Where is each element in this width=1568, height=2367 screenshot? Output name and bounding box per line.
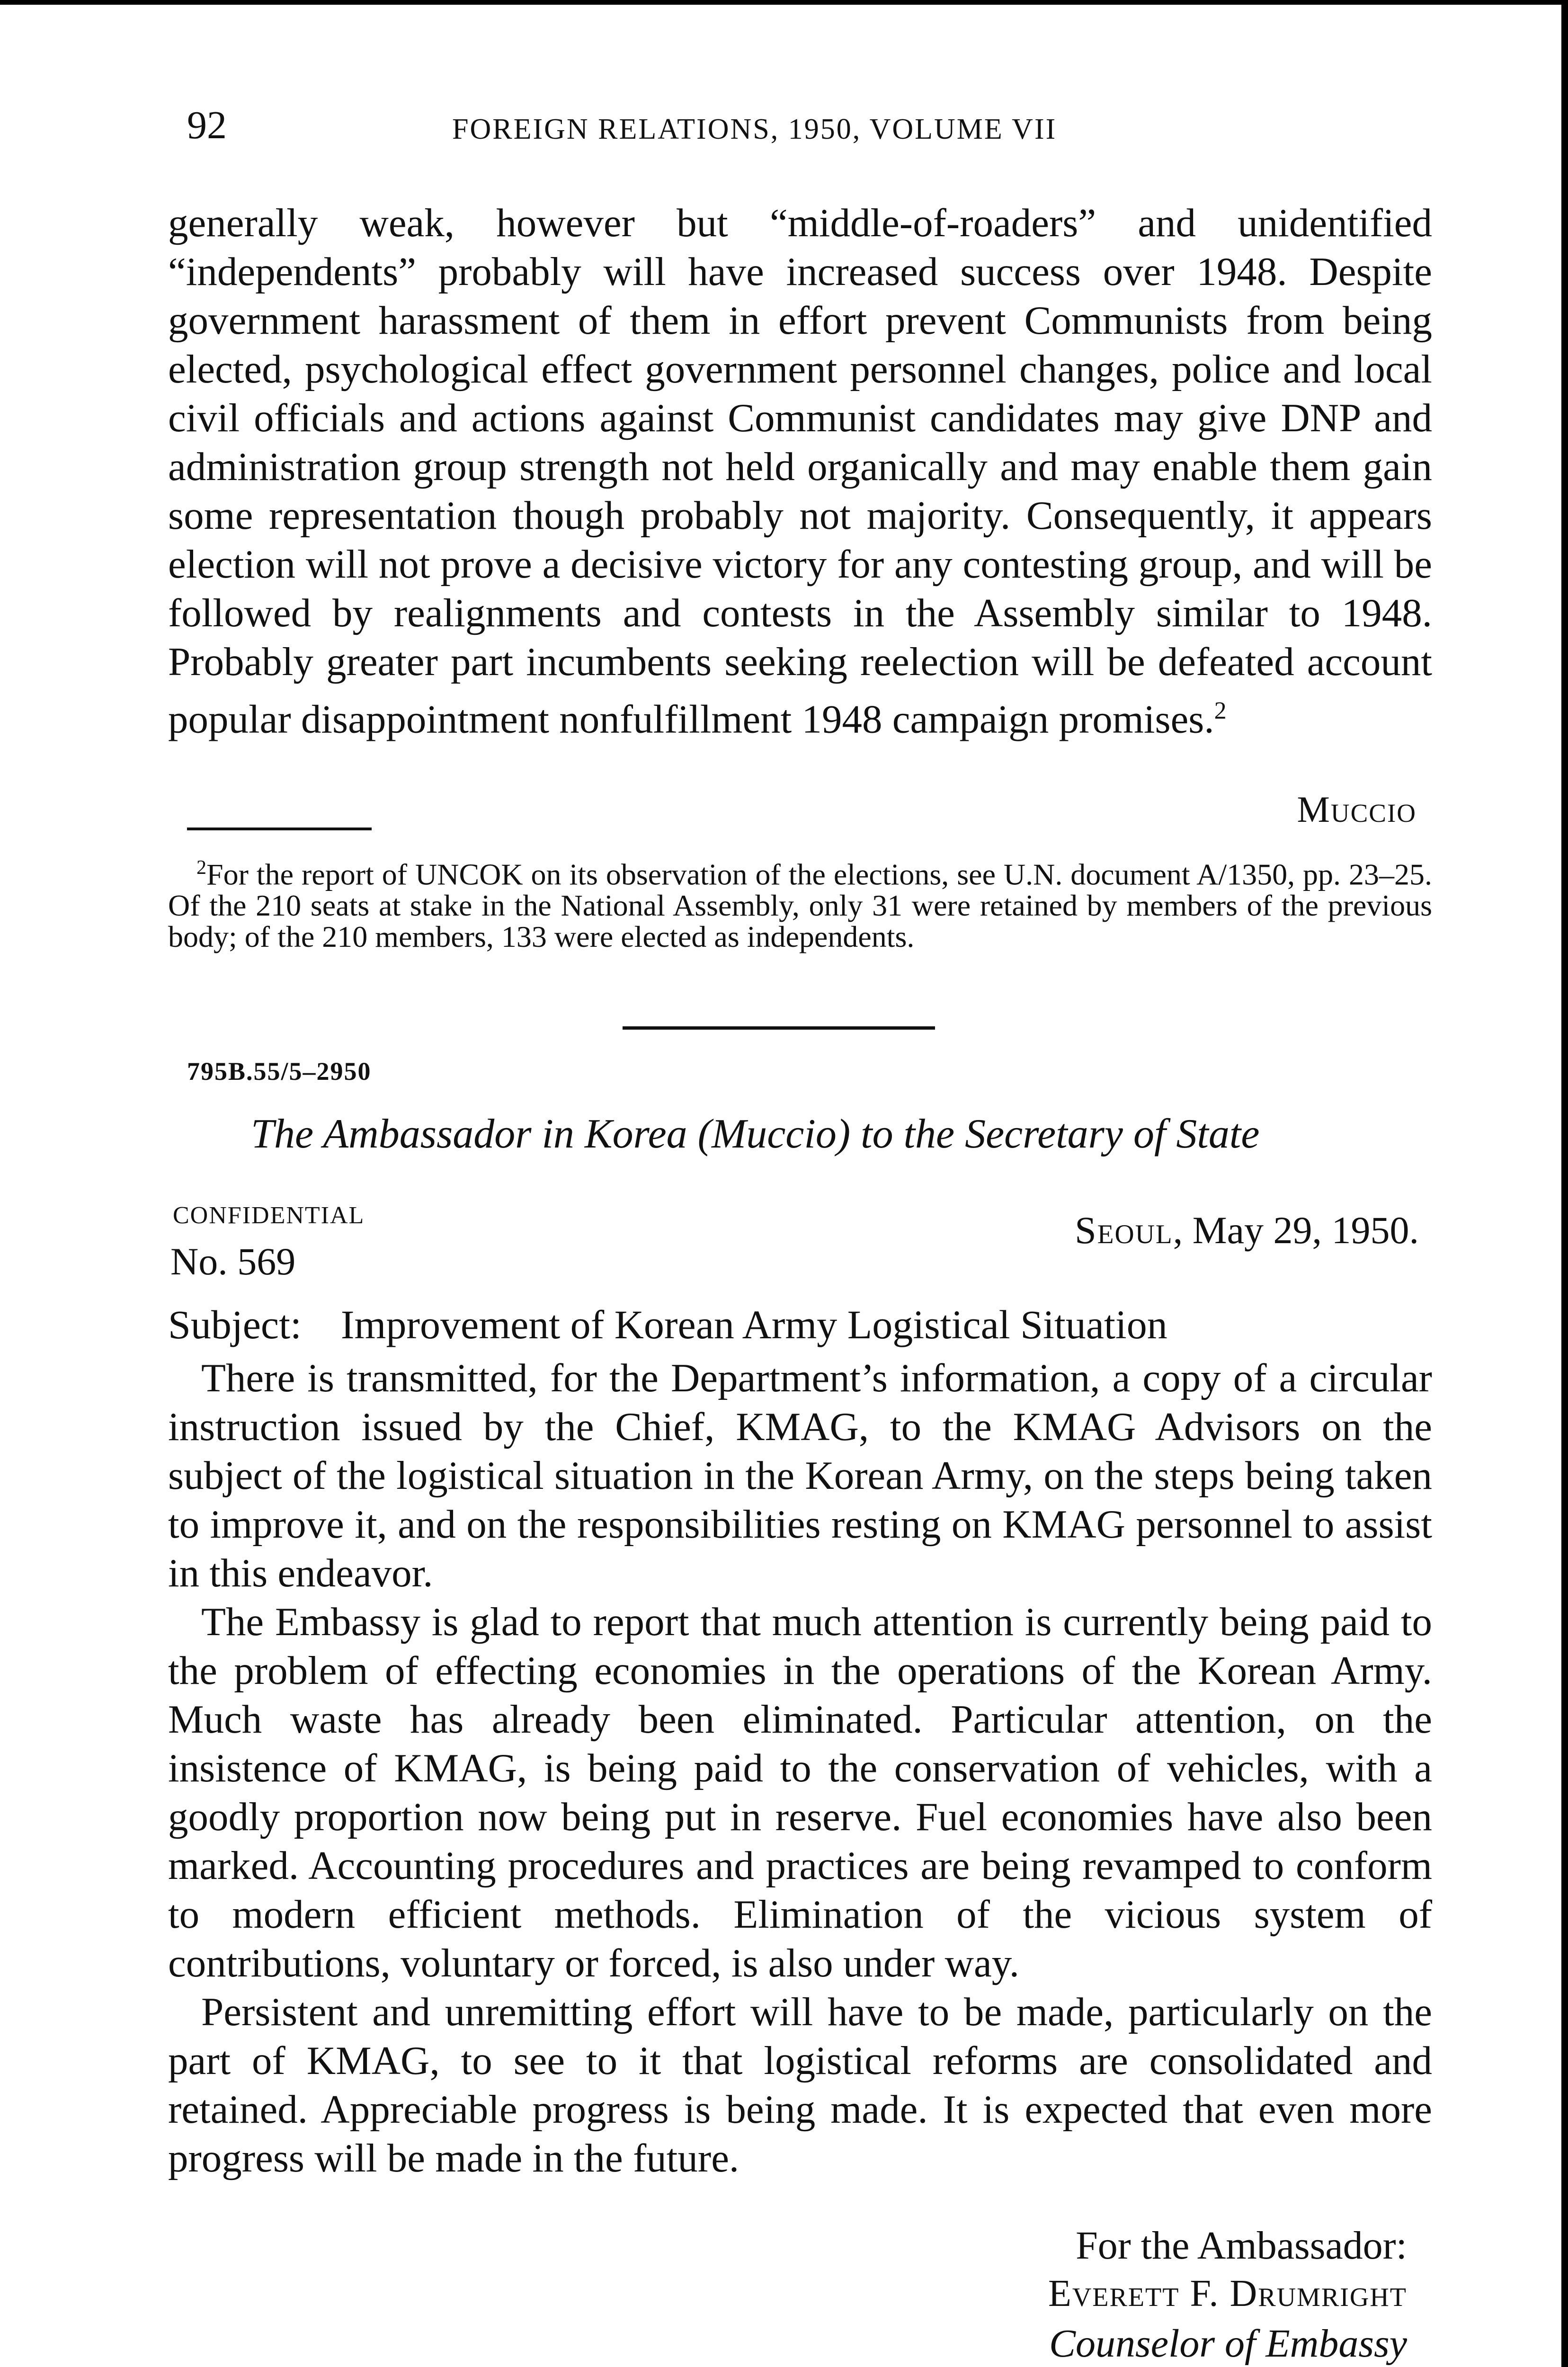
preceding-paragraph [168, 199, 1432, 744]
footnote-reference: 2 [1214, 697, 1227, 724]
page-header [187, 102, 1427, 149]
classification: CONFIDENTIAL [173, 1202, 365, 1229]
preceding-signature: Muccio [1297, 789, 1417, 830]
file-number: 795B.55/5–2950 [187, 1057, 372, 1086]
footnote-rule [187, 828, 372, 830]
body-paragraph-1: There is transmitted, for the Department’s information, a copy of a circular instruction issued by the Chief, KMAG, to the KMAG Advisors on the subject of the logistical situation in the Korean Army, on the steps being taken to improve it, and on the responsibilities resting on KMAG personnel to assist in this endeavor. [168, 1356, 1432, 1595]
signer-name: Everett F. Drumright [1048, 2273, 1407, 2314]
preceding-paragraph-text: generally weak, however but “middle-of-roaders” and unidentified “independents” probably will have increased success over 1948. Despite government harassment of them in effort prevent Communists from being elected, psychological effect government personnel changes, police and local civil officials and actions against Communist candidates may give DNP and administration group strength not held organically and may enable them gain some representation though probably not majority. Consequently, it appears election will not prove a decisive victory for any contesting group, and will be followed by realignments and contests in the Assembly similar to 1948. Probably greater part incumbents seeking reelection will be defeated account popular disappointment nonfulfillment 1948 campaign promises. [168, 201, 1432, 742]
scan-top-border [0, 0, 1568, 5]
footnote [168, 852, 1432, 952]
page-number: 92 [187, 103, 227, 147]
running-head: FOREIGN RELATIONS, 1950, VOLUME VII [452, 113, 1057, 145]
closing-line: For the Ambassador: [1076, 2224, 1407, 2268]
document-separator [623, 1026, 935, 1030]
document-number: No. 569 [170, 1240, 296, 1283]
signer-title: Counselor of Embassy [1049, 2322, 1407, 2366]
preceding-document-body [168, 199, 1432, 744]
subject-line [168, 1301, 1167, 1348]
body-paragraph-2: The Embassy is glad to report that much attention is currently being paid to the problem of effecting economies in the operations of the Korean Army. Much waste has already been eliminated. Particular attention, on the insistence of KMAG, is being paid to the conservation of vehicles, with a goodly proportion now being put in reserve. Fuel economies have also been marked. Accounting procedures and practices are being revamped to conform to modern efficient methods. Elimination of the vicious system of contributions, voluntary or forced, is also under way. [168, 1600, 1432, 1985]
document-body [168, 1354, 1432, 2183]
footnote-marker: 2 [196, 857, 206, 879]
dateline-place: Seoul [1075, 1209, 1173, 1252]
footnote-text: For the report of UNCOK on its observation of the elections, see U.N. document A/1350, pp. 23–25. Of the 210 seats at stake in the National Assembly, only 31 were retained by members of the previous body; of the 210 members, 133 were elected as independents. [168, 857, 1432, 954]
scan-right-border [1561, 0, 1568, 2367]
dateline-date: , May 29, 1950. [1173, 1209, 1419, 1252]
dateline [1075, 1208, 1419, 1253]
document-title: The Ambassador in Korea (Muccio) to the Secretary of State [251, 1111, 1260, 1157]
subject-label: Subject: [168, 1302, 302, 1347]
body-paragraph-3: Persistent and unremitting effort will have to be made, particularly on the part of KMAG, to see to it that logistical reforms are consolidated and retained. Appreciable progress is being made. It is expected that even more progress will be made in the future. [168, 1990, 1432, 2180]
subject-text: Improvement of Korean Army Logistical Situation [340, 1302, 1167, 1347]
